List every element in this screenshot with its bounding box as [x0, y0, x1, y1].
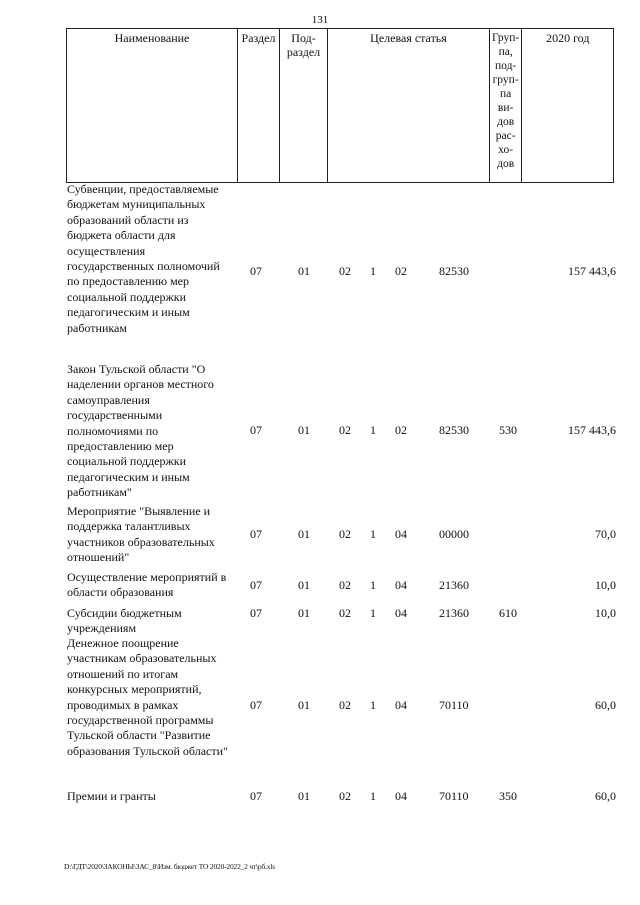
- cell-program: 02: [339, 264, 351, 278]
- cell-podrazdel: 01: [298, 423, 310, 437]
- cell-podrazdel: 01: [298, 606, 310, 620]
- header-podrazdel-label: Под- раздел: [286, 31, 321, 59]
- cell-program: 02: [339, 698, 351, 712]
- row-values: [0, 264, 640, 279]
- row-values: [0, 698, 640, 713]
- row-values: [0, 423, 640, 438]
- row-name: Денежное поощрение участникам образовательных отношений по итогам конкурсных мероприятий, проводимых в рамках государственной программы Тульской области "Развитие образования Тульской области": [67, 636, 228, 758]
- cell-subprogram: 1: [370, 423, 376, 437]
- page-number: 131: [311, 14, 329, 26]
- cell-program: 02: [339, 527, 351, 541]
- cell-program: 02: [339, 578, 351, 592]
- cell-event: 04: [395, 789, 407, 803]
- row-name: Осуществление мероприятий в области образования: [67, 570, 227, 600]
- table-row: [0, 570, 640, 606]
- cell-podrazdel: 01: [298, 698, 310, 712]
- cell-subprogram: 1: [370, 606, 376, 620]
- row-name: Закон Тульской области "О наделении органов местного самоуправления государственными полномочиями по предоставлению мер социальной поддержки педагогическим и иным работникам": [67, 362, 214, 500]
- cell-program: 02: [339, 423, 351, 437]
- cell-razdel: 07: [250, 527, 262, 541]
- cell-podrazdel: 01: [298, 789, 310, 803]
- cell-amount: 10,0: [595, 578, 616, 592]
- cell-event: 04: [395, 606, 407, 620]
- cell-event: 02: [395, 423, 407, 437]
- cell-code: 82530: [439, 264, 469, 278]
- cell-amount: 157 443,6: [568, 423, 616, 437]
- cell-razdel: 07: [250, 698, 262, 712]
- header-group-label: Груп- па, под- груп- па ви- дов рас- хо- дов: [492, 32, 520, 170]
- cell-event: 04: [395, 578, 407, 592]
- row-values: [0, 789, 640, 804]
- table-row: [0, 636, 640, 789]
- cell-subprogram: 1: [370, 264, 376, 278]
- file-path-footer: D:\ГДТ\2020\ЗАКОНЫ\ЗАС_8\Изм. бюджет ТО 2020-2022_2 чт\рб.xls: [64, 862, 275, 871]
- cell-razdel: 07: [250, 578, 262, 592]
- cell-razdel: 07: [250, 264, 262, 278]
- table-row: [0, 789, 640, 809]
- table-row: [0, 362, 640, 504]
- row-name: Премии и гранты: [67, 789, 156, 803]
- cell-program: 02: [339, 606, 351, 620]
- header-group: [490, 29, 522, 183]
- table-row: [0, 606, 640, 636]
- cell-podrazdel: 01: [298, 578, 310, 592]
- header-name: Наименование: [67, 29, 238, 183]
- cell-amount: 10,0: [595, 606, 616, 620]
- cell-event: 02: [395, 264, 407, 278]
- cell-amount: 60,0: [595, 698, 616, 712]
- cell-code: 21360: [439, 606, 469, 620]
- cell-code: 82530: [439, 423, 469, 437]
- row-name: Субсидии бюджетным учреждениям: [67, 606, 182, 636]
- cell-code: 70110: [439, 789, 469, 803]
- row-name: Субвенции, предоставляемые бюджетам муниципальных образований области из бюджета области для осуществления государственных полномочий по предоставлению мер социальной поддержки педагогическим и иным работникам: [67, 182, 220, 335]
- cell-amount: 60,0: [595, 789, 616, 803]
- row-values: [0, 578, 640, 593]
- row-name: Мероприятие "Выявление и поддержка талантливых участников образовательных отношений": [67, 504, 215, 565]
- cell-podrazdel: 01: [298, 527, 310, 541]
- cell-subprogram: 1: [370, 698, 376, 712]
- header-year: 2020 год: [522, 29, 614, 183]
- cell-subprogram: 1: [370, 789, 376, 803]
- cell-subprogram: 1: [370, 527, 376, 541]
- table-header: [66, 28, 614, 183]
- cell-code: 00000: [439, 527, 469, 541]
- header-podrazdel: [280, 29, 328, 183]
- cell-group: 350: [499, 789, 517, 803]
- row-values: [0, 527, 640, 542]
- cell-code: 70110: [439, 698, 469, 712]
- cell-group: 610: [499, 606, 517, 620]
- table-row: [0, 504, 640, 570]
- table-row: [0, 182, 640, 362]
- cell-code: 21360: [439, 578, 469, 592]
- cell-event: 04: [395, 698, 407, 712]
- cell-subprogram: 1: [370, 578, 376, 592]
- budget-rows: [0, 182, 640, 809]
- header-razdel: Раздел: [238, 29, 280, 183]
- cell-podrazdel: 01: [298, 264, 310, 278]
- cell-amount: 70,0: [595, 527, 616, 541]
- cell-group: 530: [499, 423, 517, 437]
- cell-event: 04: [395, 527, 407, 541]
- cell-razdel: 07: [250, 789, 262, 803]
- header-target: Целевая статья: [328, 29, 490, 183]
- cell-amount: 157 443,6: [568, 264, 616, 278]
- row-values: [0, 606, 640, 621]
- cell-razdel: 07: [250, 606, 262, 620]
- cell-razdel: 07: [250, 423, 262, 437]
- cell-program: 02: [339, 789, 351, 803]
